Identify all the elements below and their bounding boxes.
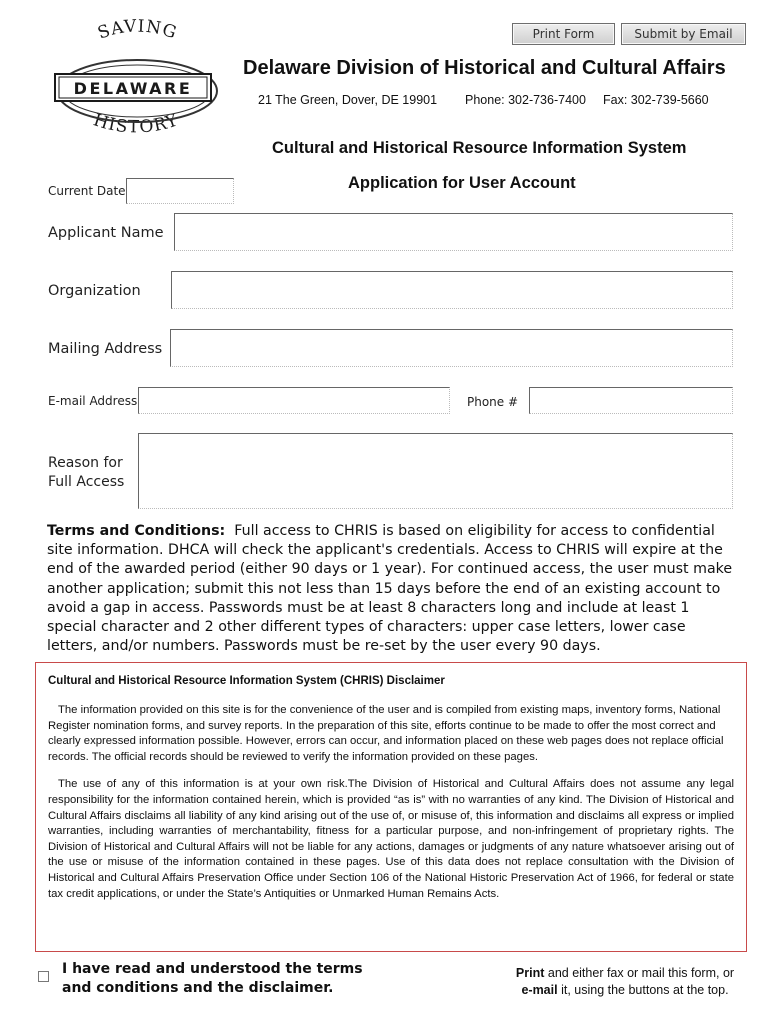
reason-field[interactable] <box>138 433 733 509</box>
logo-bottom-text: HISTORY <box>90 110 182 138</box>
disclaimer-box <box>35 662 747 952</box>
reason-label <box>48 454 124 492</box>
print-form-button[interactable]: Print Form <box>512 23 615 45</box>
disclaimer-paragraph-1: The information provided on this site is for the convenience of the user and is compiled from existing maps, inventory forms, National Register nomination forms, and survey reports. In the preparation of this site, efforts continue to be made to offer the most correct and clearly expressed information possible. However, errors can occur, and information placed on these web pages does not replace official records. The official records should be reviewed to verify the information provided on these pages. <box>48 704 724 763</box>
disclaimer-title: Cultural and Historical Resource Information System (CHRIS) Disclaimer <box>48 675 445 687</box>
print-instructions <box>500 965 750 999</box>
terms-body: Full access to CHRIS is based on eligibility for access to confidential site information. DHCA will check the applicant's credentials. Access to CHRIS will expire at the end of the awarded period (either 90 days or 1 year). For continued access, the user must make another application; submit this not less than 15 days before the end of an existing account to avoid a gap in access. Passwords must be at least 8 characters long and include at least 1 special character and 2 other different types of characters: upper case letters, lower case letters, and/or numbers. Passwords must be re-set by the user every 90 days. <box>47 523 733 655</box>
organization-title: Delaware Division of Historical and Cultural Affairs <box>243 57 726 79</box>
address-text: 21 The Green, Dover, DE 19901 <box>258 93 438 107</box>
organization-label: Organization <box>48 283 141 299</box>
email-word: e-mail <box>521 983 558 997</box>
logo-top-text: SAVING <box>95 18 180 44</box>
mailing-address-field[interactable] <box>170 329 733 367</box>
logo-middle-text: DELAWARE <box>73 79 193 98</box>
phone-text: Phone: 302-736-7400 <box>465 93 586 107</box>
current-date-label: Current Date <box>48 184 126 198</box>
email-field[interactable] <box>138 387 450 414</box>
disclaimer-paragraph-2: The use of any of this information is at your own risk.The Division of Historical and Cultural Affairs does not assume any legal responsibility for the information contained herein, which is provided “as is” with no warranties of any kind. The Division of Historical and Cultural Affairs disclaims all liability of any kind arising out of the use of, or misuse of, this information and disclaims all express or implied warranties, including warranties of merchantability, fitness for a particular purpose, and non-infringement of proprietary rights. The Division of Historical and Cultural Affairs will not be liable for any actions, damages or judgments of any nature whatsoever arising out of the use or misuse of the information contained in these pages. Use of this data does not replace consultation with the Division of Historical and Cultural Affairs Preservation Office under Section 106 of the National Historic Preservation Act of 1966, for federal or state tax credit applications, or under the State’s Antiquities or Unmarked Human Remains Acts. <box>48 778 734 900</box>
form-title: Application for User Account <box>348 174 576 192</box>
current-date-field[interactable] <box>126 178 234 204</box>
mailing-address-label: Mailing Address <box>48 341 163 357</box>
reason-label-line2: Full Access <box>48 474 125 490</box>
applicant-name-label: Applicant Name <box>48 225 164 241</box>
system-title: Cultural and Historical Resource Information System <box>272 139 687 157</box>
print-note-line2: it, using the buttons at the top. <box>557 983 729 997</box>
agreement-checkbox[interactable] <box>38 971 49 982</box>
print-word: Print <box>515 966 545 980</box>
email-label: E-mail Address <box>48 394 138 408</box>
reason-label-line1: Reason for <box>48 455 123 471</box>
terms-heading: Terms and Conditions: <box>47 523 226 539</box>
saving-delaware-history-logo <box>40 18 230 150</box>
phone-label: Phone # <box>467 395 519 409</box>
print-note-line1: and either fax or mail this form, or <box>544 966 735 980</box>
agreement-label: I have read and understood the terms and conditions and the disclaimer. <box>62 961 363 996</box>
fax-text: Fax: 302-739-5660 <box>603 93 709 107</box>
phone-field[interactable] <box>529 387 733 414</box>
applicant-name-field[interactable] <box>174 213 733 251</box>
svg-text:SAVING <box>95 18 180 44</box>
organization-field[interactable] <box>171 271 733 309</box>
terms-and-conditions <box>47 522 737 656</box>
submit-by-email-button[interactable]: Submit by Email <box>621 23 746 45</box>
